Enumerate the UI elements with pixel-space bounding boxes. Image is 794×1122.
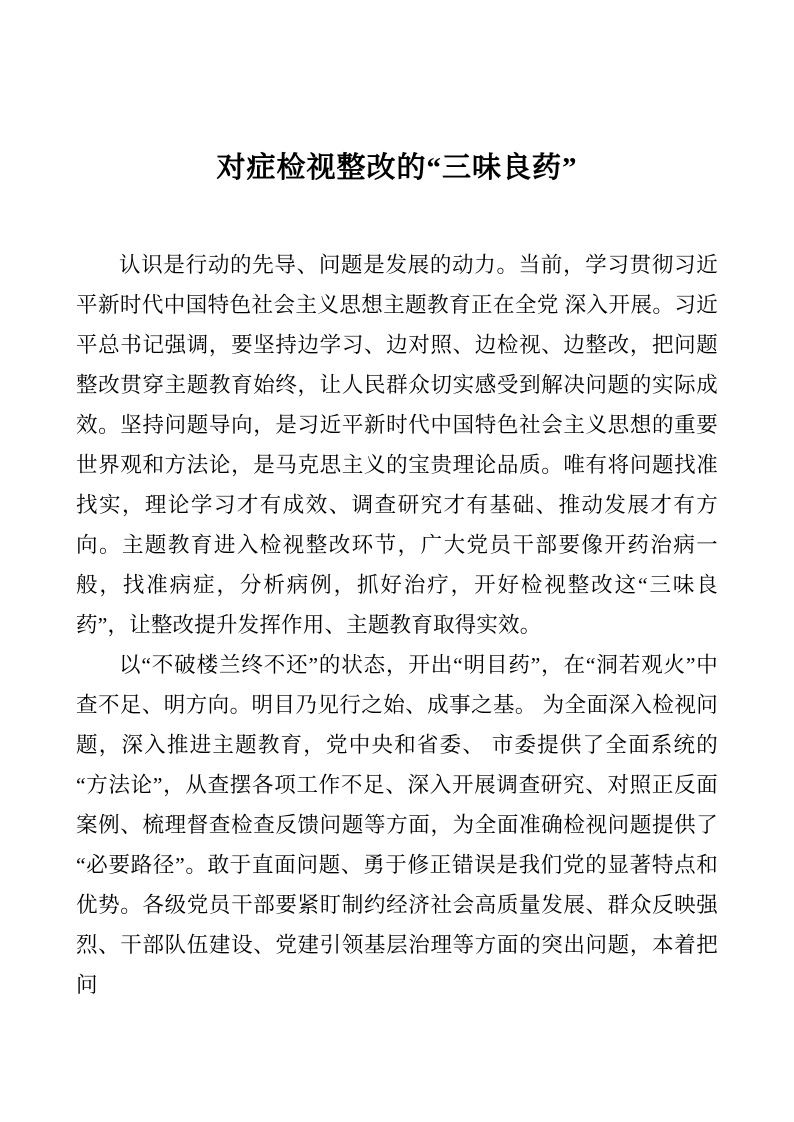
document-body xyxy=(76,245,718,1005)
page-title: 对症检视整改的“三味良药” xyxy=(216,152,578,184)
body-paragraph: 认识是行动的先导、问题是发展的动力。当前，学习贯彻习近平新时代中国特色社会主义思想主题教育正在全党 深入开展。习近平总书记强调，要坚持边学习、边对照、边检视、边整改，把问题整改贯穿主题教育始终，让人民群众切实感受到解决问题的实际成效。坚持问题导向，是习近平新时代中国特色社会主义思想的重要世界观和方法论，是马克思主义的宝贵理论品质。唯有将问题找准找实，理论学习才有成效、调查研究才有基础、推动发展才有方向。主题教育进入检视整改环节，广大党员干部要像开药治病一般，找准病症，分析病例，抓好治疗，开好检视整改这“三味良药”，让整改提升发挥作用、主题教育取得实效。 xyxy=(76,252,718,637)
body-paragraph: 以“不破楼兰终不还”的状态，开出“明目药”，在“洞若观火”中查不足、明方向。明目乃见行之始、成事之基。 为全面深入检视问题，深入推进主题教育，党中央和省委、 市委提供了全面系统的“方法论”，从查摆各项工作不足、深入开展调查研究、对照正反面案例、梳理督查检查反馈问题等方面，为全面准确检视问题提供了“必要路径”。敢于直面问题、勇于修正错误是我们党的显著特点和优势。各级党员干部要紧盯制约经济社会高质量发展、群众反映强烈、干部队伍建设、党建引领基层治理等方面的突出问题，本着把问 xyxy=(76,652,718,997)
